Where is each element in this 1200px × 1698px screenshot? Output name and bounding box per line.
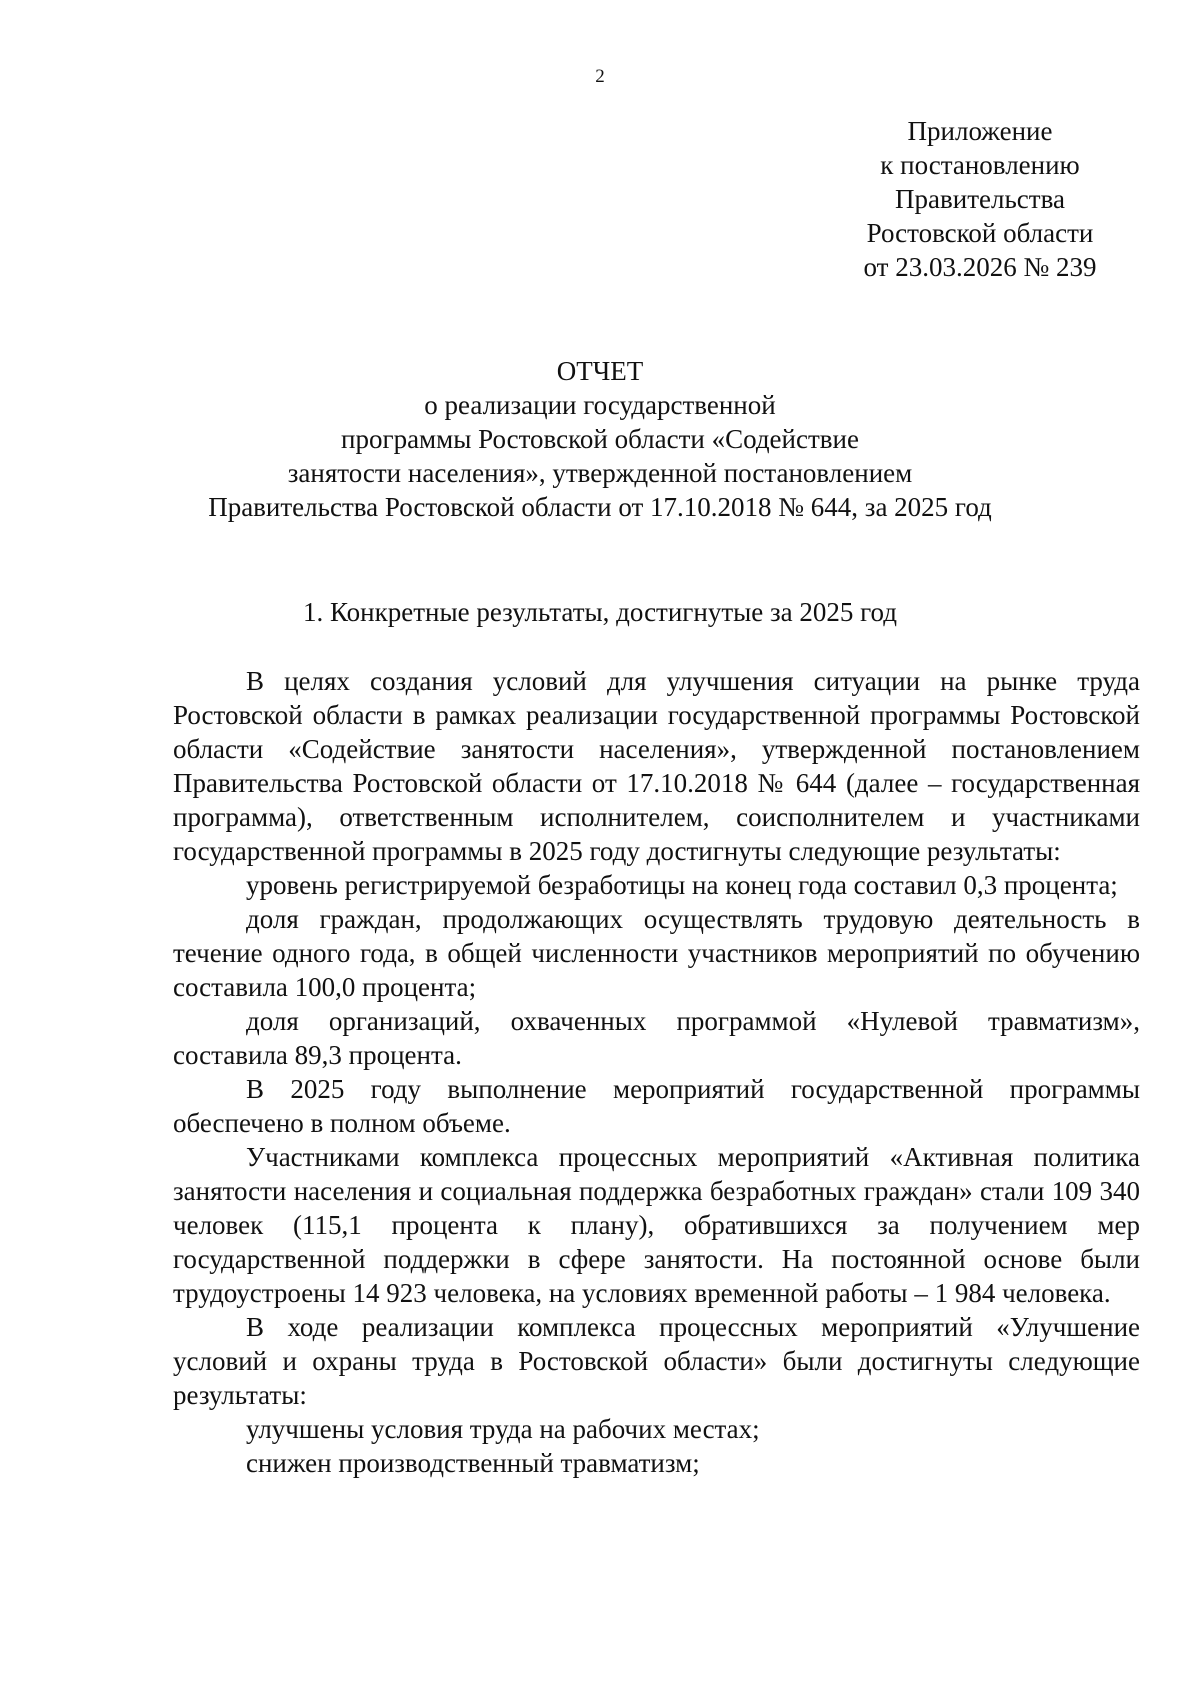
paragraph: доля граждан, продолжающих осуществлять трудовую деятельность в течение одного года, в общей численности участников мероприятий по обучению составила 100,0 процента; xyxy=(173,904,1140,1002)
paragraph: снижен производственный травматизм; xyxy=(246,1448,700,1478)
paragraph: улучшены условия труда на рабочих местах; xyxy=(246,1414,760,1444)
report-title xyxy=(120,354,1080,524)
report-title-line: занятости населения», утвержденной постановлением xyxy=(287,458,913,488)
appendix-line: Правительства xyxy=(895,184,1065,214)
appendix-line: к постановлению xyxy=(880,150,1080,180)
paragraph: В 2025 году выполнение мероприятий государственной программы обеспечено в полном объеме. xyxy=(173,1074,1140,1138)
section-heading: 1. Конкретные результаты, достигнутые за 2025 год xyxy=(302,597,898,627)
paragraph: В целях создания условий для улучшения ситуации на рынке труда Ростовской области в рамках реализации государственной программы Ростовской области «Содействие занятости населения», утвержденной постановлением Правительства Ростовской области от 17.10.2018 № 644 (далее – государственная программа), ответственным исполнителем, соисполнителем и участниками государственной программы в 2025 году достигнуты следующие результаты: xyxy=(173,666,1140,866)
page-number: 2 xyxy=(595,66,605,87)
appendix-block xyxy=(800,114,1160,284)
body-text xyxy=(173,664,1140,1480)
paragraph: доля организаций, охваченных программой «Нулевой травматизм», составила 89,3 процента. xyxy=(173,1006,1140,1070)
report-title-line: программы Ростовской области «Содействие xyxy=(341,424,859,454)
report-title-line: о реализации государственной xyxy=(424,390,776,420)
appendix-line: Приложение xyxy=(907,116,1053,146)
paragraph: В ходе реализации комплекса процессных мероприятий «Улучшение условий и охраны труда в Ростовской области» были достигнуты следующие результаты: xyxy=(173,1312,1140,1410)
paragraph: уровень регистрируемой безработицы на конец года составил 0,3 процента; xyxy=(246,870,1118,900)
report-title-line: Правительства Ростовской области от 17.10.2018 № 644, за 2025 год xyxy=(208,492,992,522)
appendix-line: Ростовской области xyxy=(866,218,1094,248)
appendix-line: от 23.03.2026 № 239 xyxy=(863,252,1097,282)
paragraph: Участниками комплекса процессных мероприятий «Активная политика занятости населения и социальная поддержка безработных граждан» стали 109 340 человек (115,1 процента к плану), обратившихся за получением мер государственной поддержки в сфере занятости. На постоянной основе были трудоустроены 14 923 человека, на условиях временной работы – 1 984 человека. xyxy=(173,1142,1140,1308)
report-heading: ОТЧЕТ xyxy=(556,356,644,386)
